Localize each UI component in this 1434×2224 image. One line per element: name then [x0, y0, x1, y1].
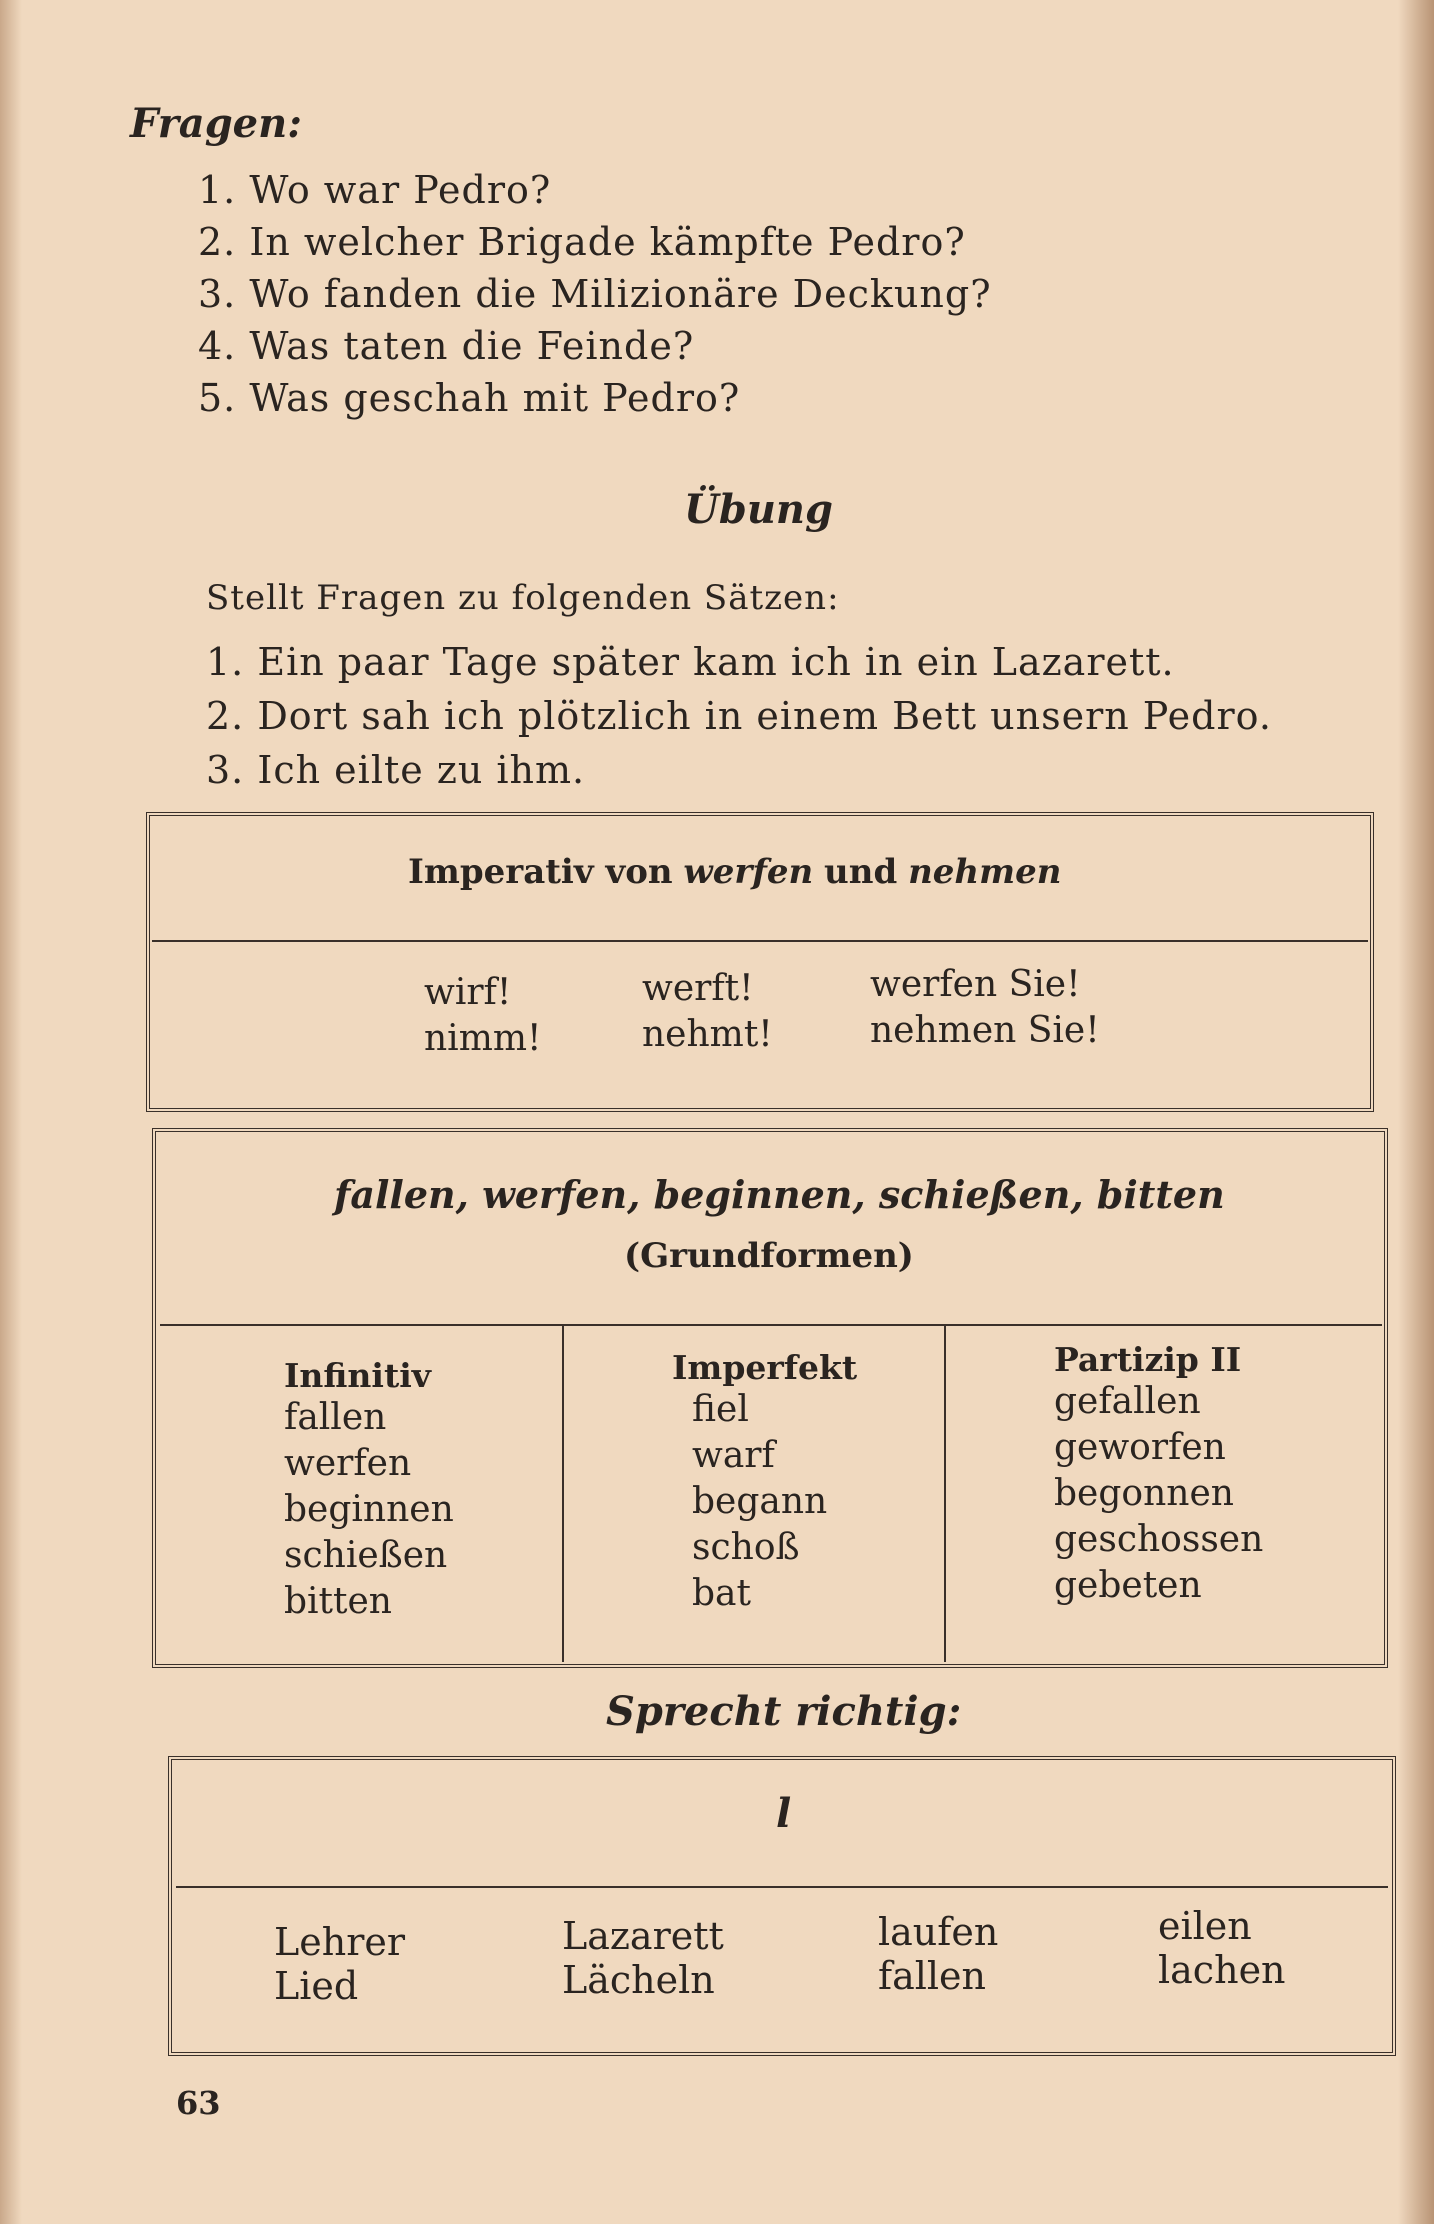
- grundformen-infinitiv-item: fallen: [284, 1397, 387, 1438]
- imperativ-verb1: werfen: [683, 852, 814, 892]
- grundformen-infinitiv-item: beginnen: [284, 1489, 454, 1530]
- grundformen-partizip-item: geschossen: [1054, 1519, 1264, 1560]
- question-5: 5. Was geschah mit Pedro?: [198, 376, 741, 420]
- fragen-heading: Fragen:: [130, 100, 302, 147]
- question-2: 2. In welcher Brigade kämpfte Pedro?: [198, 220, 966, 264]
- sprecht-letter: l: [776, 1790, 792, 1837]
- grundformen-imperfekt-header: Imperfekt: [672, 1348, 858, 1387]
- grundformen-infinitiv-item: werfen: [284, 1443, 412, 1484]
- imperativ-ihr-nehmen: nehmt!: [642, 1014, 773, 1055]
- page-gutter-shadow: [0, 0, 22, 2224]
- grundformen-infinitiv-header: Infinitiv: [284, 1356, 431, 1395]
- grundformen-partizip-item: gefallen: [1054, 1381, 1201, 1422]
- grundformen-partizip-item: begonnen: [1054, 1473, 1234, 1514]
- grundformen-infinitiv-item: bitten: [284, 1581, 392, 1622]
- imperativ-ihr-werfen: werft!: [642, 968, 754, 1009]
- sprecht-heading: Sprecht richtig:: [606, 1688, 962, 1735]
- grundformen-subtitle: (Grundformen): [624, 1236, 914, 1276]
- imperativ-du-nehmen: nimm!: [424, 1018, 542, 1059]
- sprecht-divider: [176, 1886, 1388, 1888]
- sprecht-col3-word: laufen: [878, 1910, 999, 1954]
- grundformen-col-divider-2: [944, 1326, 946, 1662]
- grundformen-imperfekt-column: [672, 1348, 857, 1617]
- grundformen-col-divider-1: [562, 1326, 564, 1662]
- grundformen-imperfekt-item: schoß: [692, 1527, 800, 1568]
- imperativ-sie-werfen: werfen Sie!: [870, 964, 1081, 1005]
- sentence-2: 2. Dort sah ich plötzlich in einem Bett unsern Pedro.: [206, 694, 1272, 738]
- sprecht-col3-word: fallen: [878, 1954, 986, 1998]
- imperativ-sie-nehmen: nehmen Sie!: [870, 1010, 1100, 1051]
- imperativ-conj: und: [824, 852, 898, 892]
- grundformen-imperfekt-item: fiel: [692, 1389, 749, 1430]
- sprecht-col4-word: eilen: [1158, 1904, 1252, 1948]
- sentence-1: 1. Ein paar Tage später kam ich in ein Lazarett.: [206, 640, 1175, 684]
- grundformen-imperfekt-item: begann: [692, 1481, 828, 1522]
- uebung-heading: Übung: [684, 486, 833, 533]
- page-edge-shadow: [1398, 0, 1434, 2224]
- question-1: 1. Wo war Pedro?: [198, 168, 552, 212]
- grundformen-divider: [160, 1324, 1382, 1326]
- grundformen-infinitiv-item: schießen: [284, 1535, 448, 1576]
- imperativ-title-prefix: Imperativ von: [408, 852, 673, 892]
- grundformen-imperfekt-item: bat: [692, 1573, 751, 1614]
- grundformen-imperfekt-item: warf: [692, 1435, 775, 1476]
- sprecht-col1-word: Lehrer: [274, 1920, 406, 1964]
- imperativ-du-werfen: wirf!: [424, 972, 512, 1013]
- grundformen-infinitiv-column: [284, 1356, 454, 1625]
- grundformen-title: fallen, werfen, beginnen, schießen, bitten: [334, 1172, 1225, 1217]
- question-4: 4. Was taten die Feinde?: [198, 324, 695, 368]
- uebung-instruction: Stellt Fragen zu folgenden Sätzen:: [206, 578, 840, 618]
- sprecht-col2-word: Lazarett: [562, 1914, 724, 1958]
- sprecht-col2-word: Lächeln: [562, 1958, 715, 2002]
- sentence-3: 3. Ich eilte zu ihm.: [206, 748, 586, 792]
- imperativ-verb2: nehmen: [908, 852, 1062, 892]
- sprecht-col4-word: lachen: [1158, 1948, 1286, 1992]
- grundformen-partizip-header: Partizip II: [1054, 1340, 1242, 1379]
- grundformen-partizip-column: [1054, 1340, 1263, 1609]
- imperativ-title: [408, 852, 1061, 892]
- sprecht-col1-word: Lied: [274, 1964, 359, 2008]
- question-3: 3. Wo fanden die Milizionäre Deckung?: [198, 272, 992, 316]
- imperativ-divider: [152, 940, 1368, 942]
- grundformen-partizip-item: gebeten: [1054, 1565, 1202, 1606]
- page-number: 63: [176, 2084, 221, 2122]
- grundformen-partizip-item: geworfen: [1054, 1427, 1226, 1468]
